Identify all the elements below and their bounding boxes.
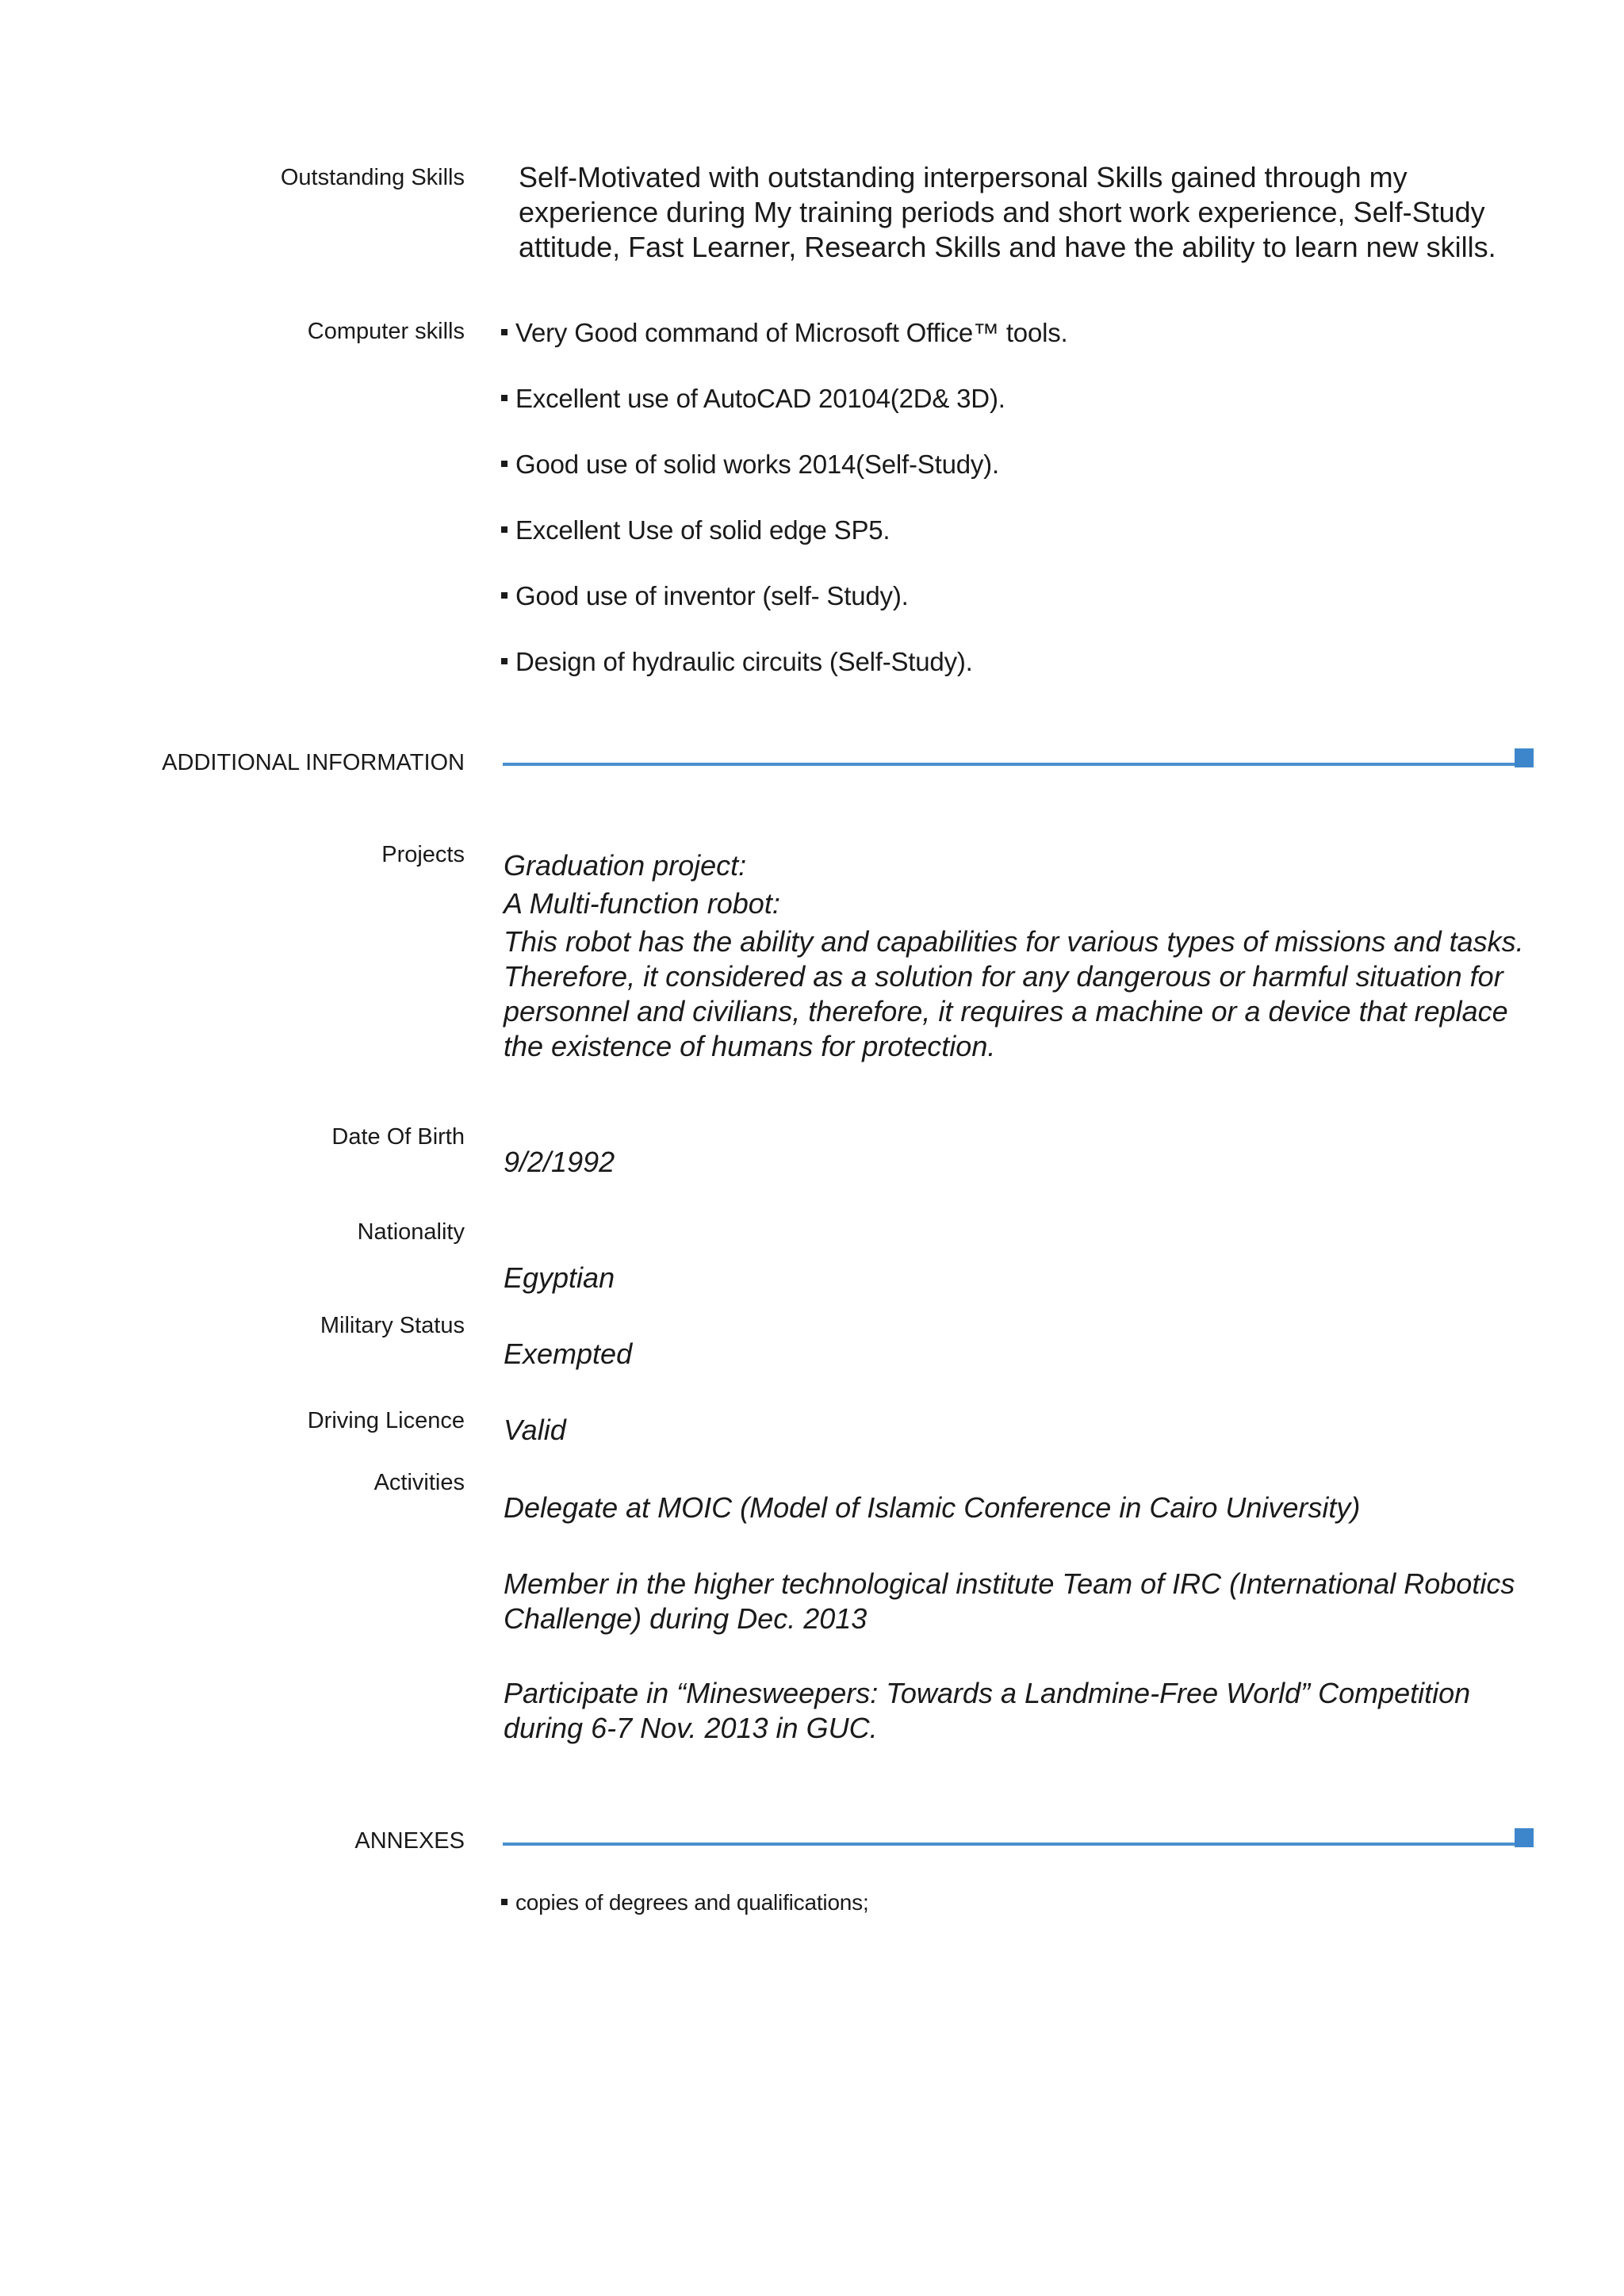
list-item: copies of degrees and qualifications; (501, 1887, 869, 1919)
bullet-square-icon (501, 395, 508, 401)
bullet-square-icon (501, 526, 508, 533)
projects-content (504, 848, 1534, 1064)
bullet-square-icon (501, 658, 508, 664)
project-description: This robot has the ability and capabilities for various types of missions and tasks. Therefore, it considered as a solution for any dangerous or harmful situation for personnel and civilians, therefore, it requires a machine or a device that replace the existence of humans for protection. (504, 925, 1524, 1062)
military-status-label: Military Status (320, 1313, 465, 1338)
section-marker-square-icon (1515, 1828, 1534, 1847)
activity-item: Member in the higher technological institute Team of IRC (International Robotics Challenge) during Dec. 2013 (504, 1567, 1515, 1635)
list-item: Excellent Use of solid edge SP5. (501, 513, 1068, 579)
outstanding-skills-text: Self-Motivated with outstanding interpersonal Skills gained through my experience during My training periods and short work experience, Self-Study attitude, Fast Learner, Research Skills and have the ability to learn new skills. (519, 161, 1496, 263)
bullet-square-icon (501, 461, 508, 467)
list-item: Good use of inventor (self- Study). (501, 579, 1068, 645)
activities-label: Activities (373, 1470, 465, 1495)
activity-item: Delegate at MOIC (Model of Islamic Conference in Cairo University) (504, 1491, 1361, 1524)
military-status-value: Exempted (504, 1337, 633, 1370)
annexes-heading: ANNEXES (354, 1828, 465, 1854)
computer-skills-list (501, 316, 1068, 710)
date-of-birth-label: Date Of Birth (331, 1124, 465, 1150)
section-marker-square-icon (1515, 748, 1534, 767)
driving-licence-label: Driving Licence (307, 1408, 465, 1433)
section-divider-line (503, 763, 1515, 766)
activity-item: Participate in “Minesweepers: Towards a Landmine-Free World” Competition during 6-7 Nov. 2013 in GUC. (504, 1677, 1471, 1744)
driving-licence-value: Valid (504, 1414, 566, 1446)
project-title: Graduation project: (504, 849, 747, 882)
annexes-list (501, 1887, 869, 1919)
outstanding-skills-label: Outstanding Skills (280, 165, 465, 190)
list-item: Good use of solid works 2014(Self-Study). (501, 447, 1068, 513)
projects-label: Projects (381, 842, 465, 867)
list-item: Very Good command of Microsoft Office™ tools. (501, 316, 1068, 381)
date-of-birth-value: 9/2/1992 (504, 1146, 615, 1178)
bullet-square-icon (501, 329, 508, 335)
list-item: Excellent use of AutoCAD 20104(2D& 3D). (501, 381, 1068, 447)
nationality-value: Egyptian (504, 1261, 615, 1294)
computer-skills-label: Computer skills (307, 319, 465, 344)
nationality-label: Nationality (357, 1219, 465, 1245)
project-subtitle: A Multi-function robot: (504, 887, 780, 920)
additional-information-heading: ADDITIONAL INFORMATION (162, 750, 465, 775)
bullet-square-icon (501, 592, 508, 599)
section-divider-line (503, 1843, 1515, 1846)
bullet-square-icon (501, 1899, 508, 1905)
list-item: Design of hydraulic circuits (Self-Study). (501, 645, 1068, 710)
